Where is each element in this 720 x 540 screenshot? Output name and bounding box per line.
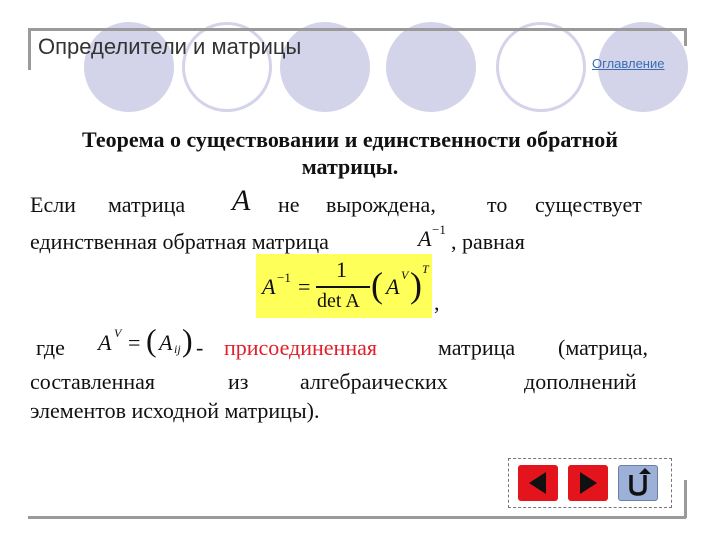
adj-def-base: A [98,330,112,355]
line1-word-6: существует [535,192,642,217]
formula-paren-open: ( [371,265,383,305]
formula-eq: = [298,274,311,299]
return-button[interactable] [618,465,658,501]
line3-word-2: (матрица, [558,335,648,360]
elem-base: A [159,330,173,355]
theorem-heading-line1: Теорема о существовании и единственности обратной [82,127,618,152]
theorem-heading [20,126,680,180]
line1-word-2: матрица [108,192,186,217]
frame-bottom-line [28,516,686,519]
line1-word-5: то [487,192,508,217]
adj-def-paren-open: ( [146,322,157,358]
line4-word-3: алгебраических [300,369,448,394]
line5-text: элементов исходной матрицы). [30,398,320,423]
line1-word-3: не [278,192,300,217]
adj-def-sup: V [114,326,122,340]
formula-paren-close: ) [410,265,422,305]
formula-comma: , [434,290,440,315]
formula-transpose: T [422,262,429,276]
formula-denominator: det A [317,290,360,312]
elem-sub: ij [174,342,181,356]
line2-tail: , равная [451,229,525,254]
fraction-bar [316,286,370,288]
line3-word-1: матрица [438,335,516,360]
frame-right-line [684,28,687,46]
arrow-right-icon [568,465,608,501]
where-word: где [36,335,65,360]
formula-numerator: 1 [336,257,347,282]
line4-word-1: составленная [30,369,155,394]
prev-slide-button[interactable] [518,465,558,501]
return-icon [619,466,657,500]
line1-word-4: вырождена, [326,192,436,217]
formula-adj-base: A [386,274,400,299]
formula-lhs-base: A [262,274,276,299]
adj-def-paren-close: ) [182,322,193,358]
line4-word-2: из [228,369,249,394]
adj-def-eq: = [128,330,141,355]
decor-circle-5 [496,22,586,112]
line2-text: единственная обратная матрица [30,229,329,254]
line1-word-1: Если [30,192,76,217]
formula-adj-sup: V [401,268,409,282]
line4-word-4: дополнений [524,369,637,394]
theorem-heading-line2: матрицы. [301,154,399,179]
formula-lhs-exp: −1 [277,270,291,285]
frame-top-line [30,28,686,31]
slide-title: Определители и матрицы [38,34,302,59]
frame-bottom-right-line [684,480,687,518]
inverse-a-base: A [418,226,432,251]
matrix-a-symbol: A [232,184,251,217]
next-slide-button[interactable] [568,465,608,501]
decor-circle-4 [386,22,476,112]
arrow-left-icon [518,465,558,501]
term-adjugate: присоединенная [224,335,377,360]
frame-left-line [28,28,31,70]
inverse-a-exp: −1 [432,222,446,237]
definition-dash: - [196,335,204,360]
toc-link[interactable]: Оглавление [592,56,665,71]
